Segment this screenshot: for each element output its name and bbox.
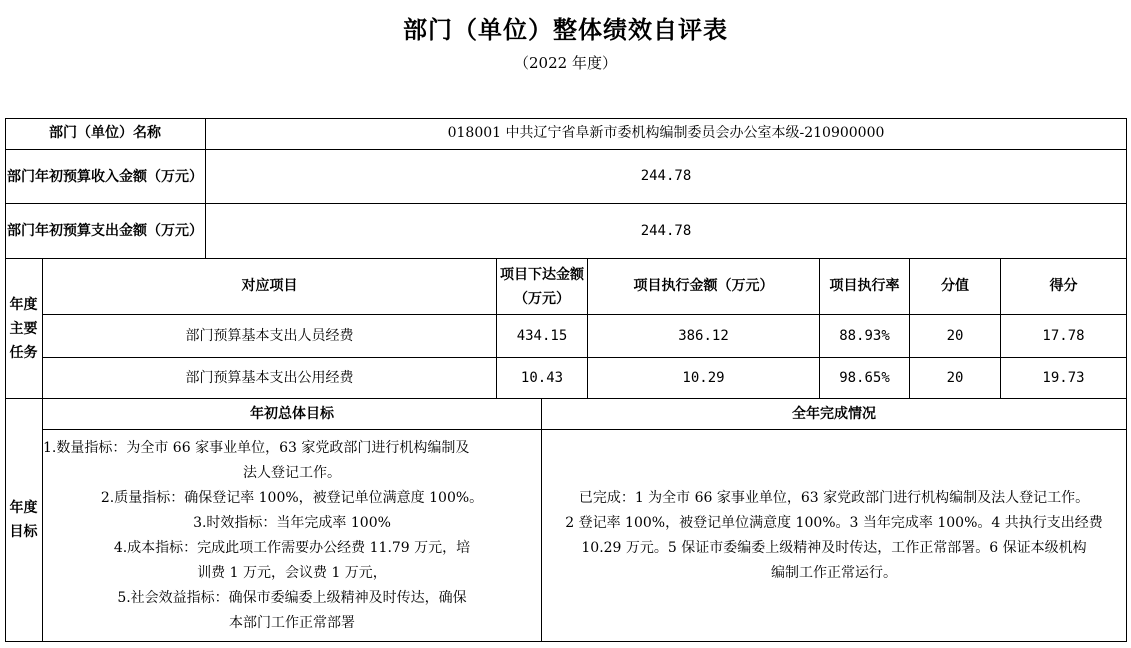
initial-goals-text: [43, 430, 542, 642]
table-row-2-rate: 98.65%: [820, 358, 910, 399]
table-row-1-score-value: 20: [910, 315, 1001, 358]
dept-name-label: 部门（单位）名称: [5, 118, 206, 150]
goal-line-2: 法人登记工作。: [243, 464, 341, 481]
table-row-1-score: 17.78: [1001, 315, 1127, 358]
completion-line-4: 编制工作正常运行。: [771, 564, 897, 581]
goal-line-6: 训费 1 万元，会议费 1 万元，: [197, 564, 387, 581]
expense-value: 244.78: [206, 204, 1127, 259]
table-row-2-allocated: 10.43: [497, 358, 588, 399]
table-row-1-rate: 88.93%: [820, 315, 910, 358]
header-score-value: 分值: [910, 259, 1001, 315]
expense-label: 部门年初预算支出金额（万元）: [5, 204, 206, 259]
goal-line-8: 本部门工作正常部署: [229, 614, 355, 631]
completion-text: [542, 430, 1127, 642]
table-row-2-project: 部门预算基本支出公用经费: [43, 358, 497, 399]
goal-line-5: 4.成本指标：完成此项工作需要办公经费 11.79 万元，培: [113, 539, 471, 556]
income-value: 244.78: [206, 150, 1127, 204]
goal-line-4: 3.时效指标：当年完成率 100%: [193, 514, 391, 531]
table-row-2-score: 19.73: [1001, 358, 1127, 399]
table-row-1-project: 部门预算基本支出人员经费: [43, 315, 497, 358]
header-allocated: 项目下达金额（万元）: [497, 259, 588, 315]
goals-section-label: 年度目标: [5, 399, 43, 642]
header-score: 得分: [1001, 259, 1127, 315]
completion-line-3: 10.29 万元。5 保证市委编委上级精神及时传达，工作正常部署。6 保证本级机构: [581, 539, 1087, 556]
initial-goals-header: 年初总体目标: [43, 399, 542, 430]
goal-line-7: 5.社会效益指标：确保市委编委上级精神及时传达，确保: [117, 589, 467, 606]
tasks-section-label: 年度主要任务: [5, 259, 43, 399]
page-title: 部门（单位）整体绩效自评表: [403, 15, 728, 44]
header-project: 对应项目: [43, 259, 497, 315]
header-rate: 项目执行率: [820, 259, 910, 315]
table-row-2-score-value: 20: [910, 358, 1001, 399]
table-row-2-executed: 10.29: [588, 358, 820, 399]
income-label: 部门年初预算收入金额（万元）: [5, 150, 206, 204]
completion-header: 全年完成情况: [542, 399, 1127, 430]
goal-line-1: 1.数量指标：为全市 66 家事业单位，63 家党政部门进行机构编制及: [43, 439, 470, 456]
dept-name-value: 018001 中共辽宁省阜新市委机构编制委员会办公室本级-210900000: [206, 118, 1127, 150]
completion-line-1: 已完成：1 为全市 66 家事业单位，63 家党政部门进行机构编制及法人登记工作。: [578, 489, 1090, 506]
completion-line-2: 2 登记率 100%，被登记单位满意度 100%。3 当年完成率 100%。4 共执行支出经费: [565, 514, 1103, 531]
table-row-1-executed: 386.12: [588, 315, 820, 358]
goal-line-3: 2.质量指标：确保登记率 100%，被登记单位满意度 100%。: [100, 489, 484, 506]
header-executed: 项目执行金额（万元）: [588, 259, 820, 315]
table-row-1-allocated: 434.15: [497, 315, 588, 358]
report-year: （2022 年度）: [514, 54, 617, 72]
